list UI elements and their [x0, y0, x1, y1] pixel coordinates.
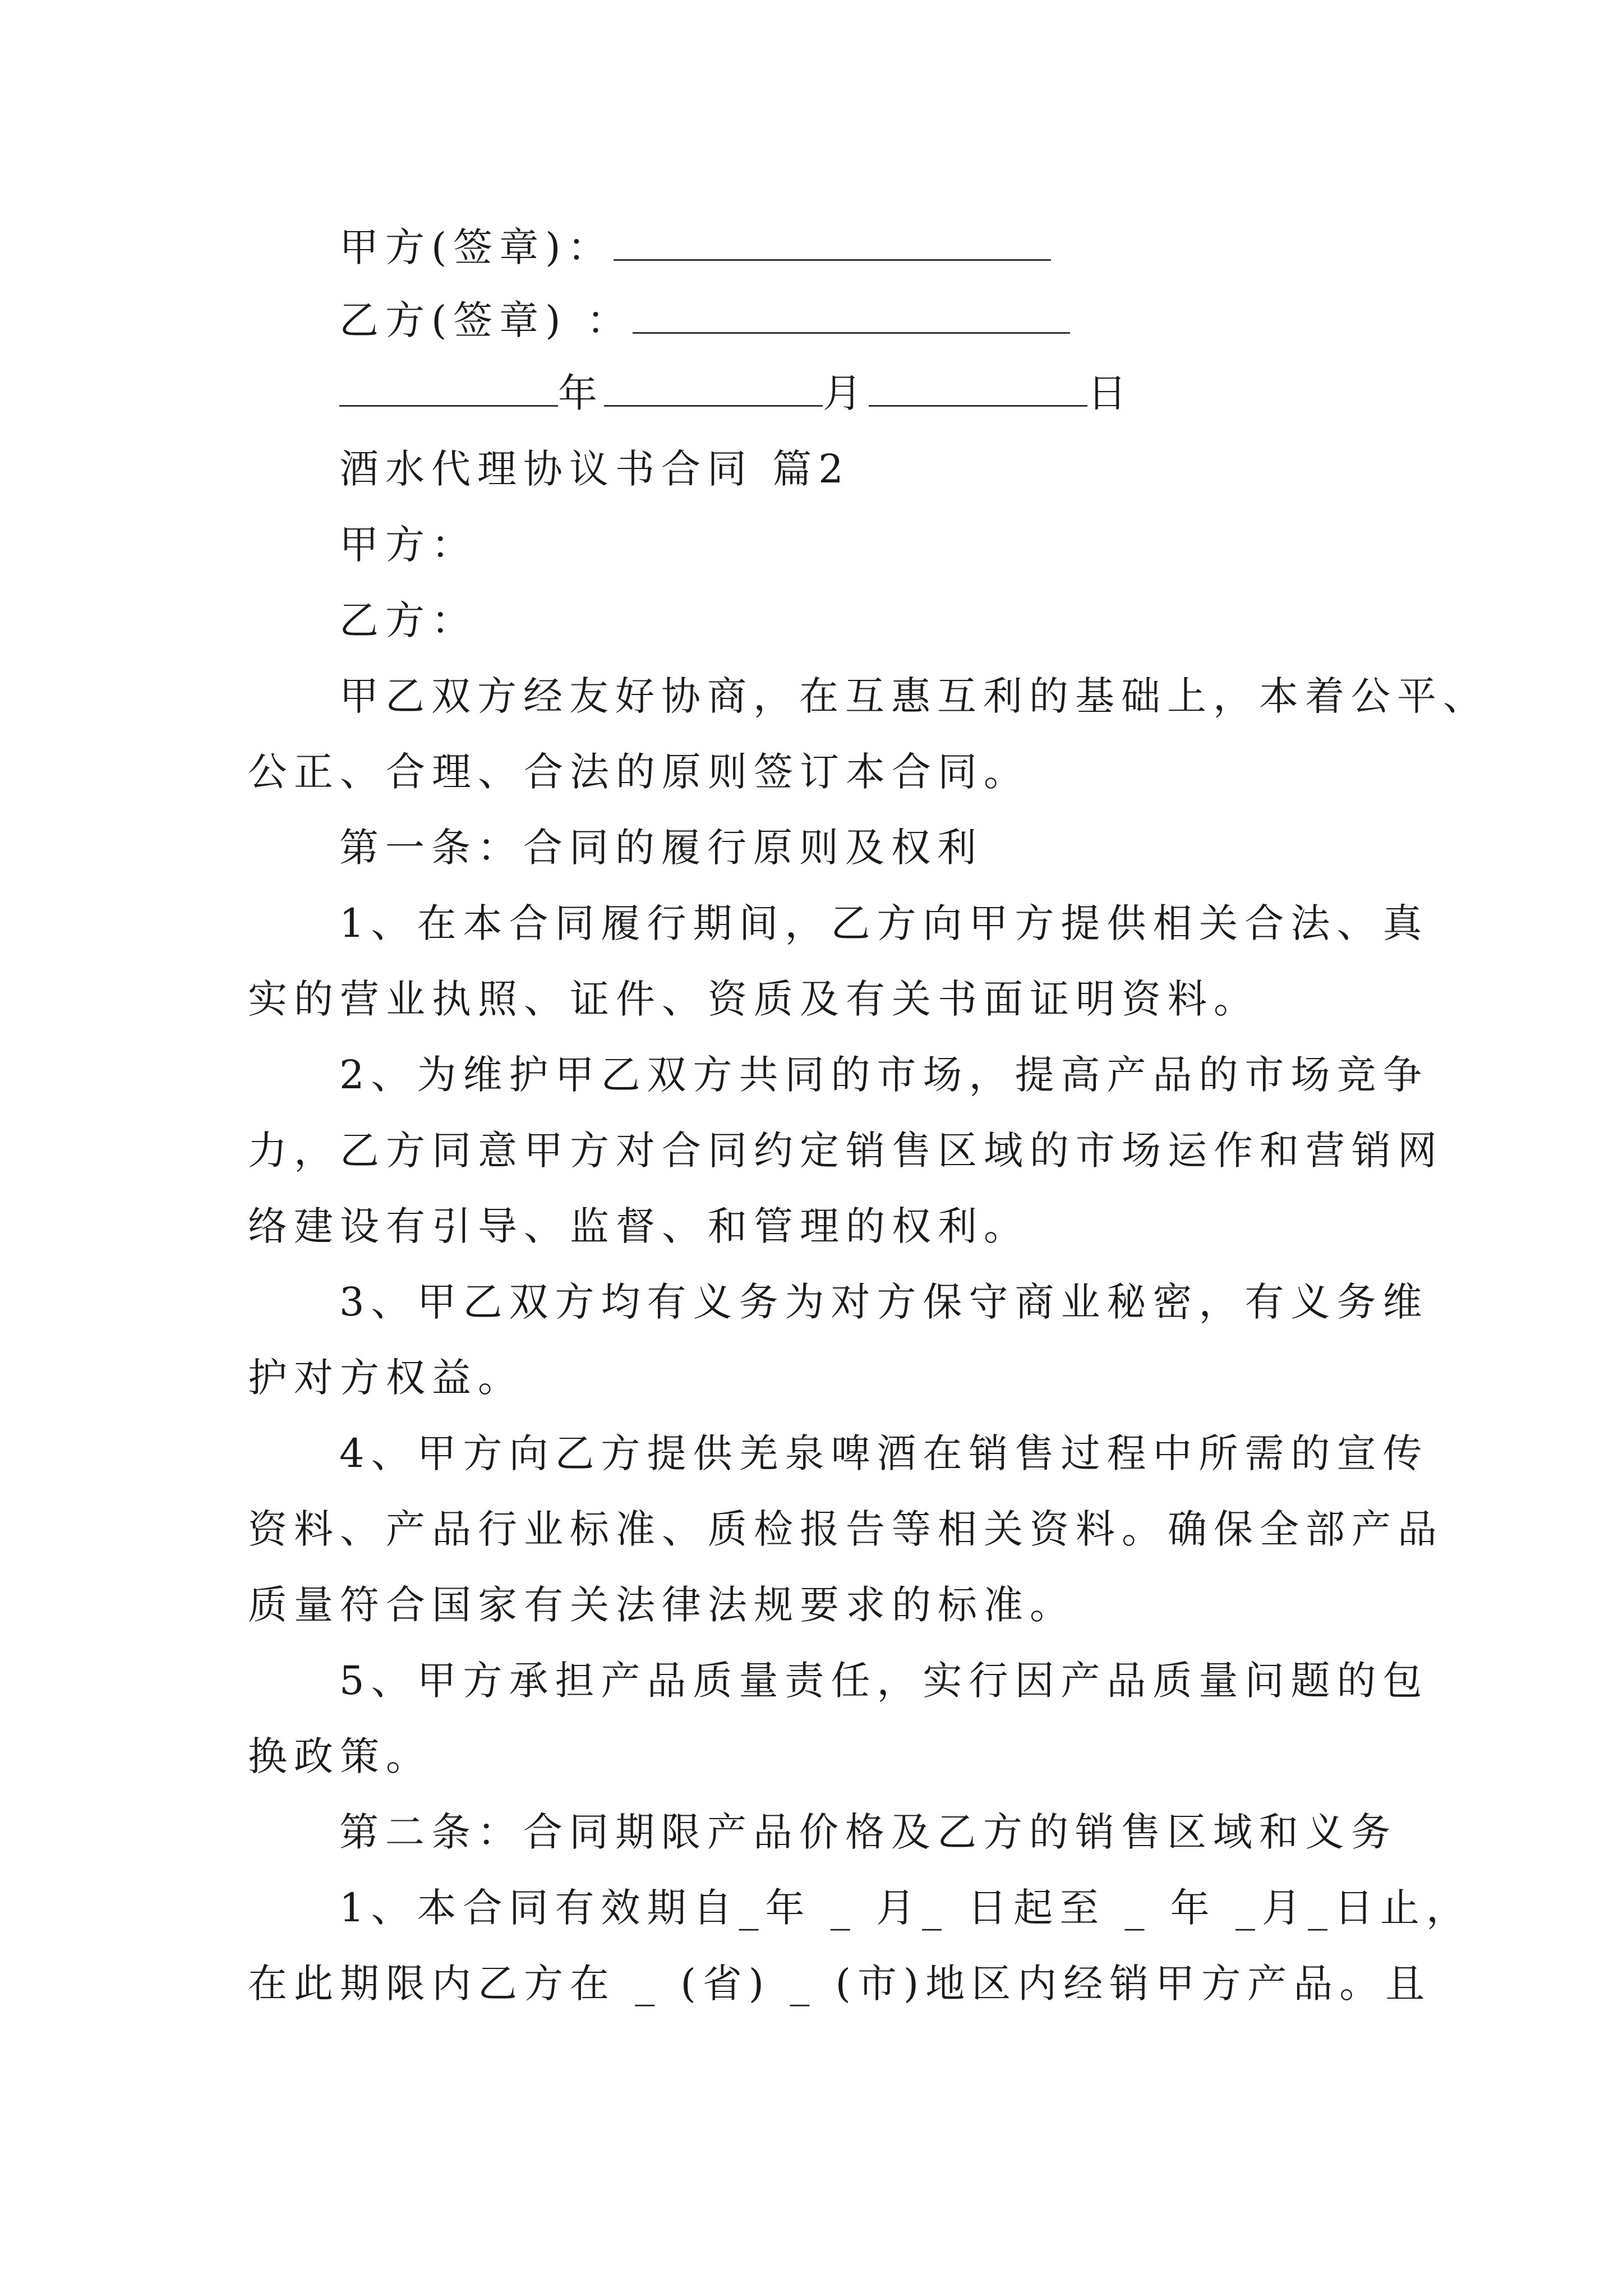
article1-item5-line2: 换政策。 — [248, 1733, 432, 1779]
intro-line-2: 公正、合理、合法的原则签订本合同。 — [248, 749, 1030, 795]
party-a-signature-line — [339, 222, 1051, 273]
party-b-signature-blank — [633, 301, 1070, 334]
article1-item3-line2: 护对方权益。 — [248, 1355, 524, 1401]
article1-item4-line2: 资料、产品行业标准、质检报告等相关资料。确保全部产品 — [248, 1506, 1444, 1552]
month-blank — [604, 374, 823, 407]
party-b-signature-label: 乙方(签章) ： — [339, 297, 633, 343]
party-a-signature-label: 甲方(签章)： — [339, 224, 614, 270]
month-label: 月 — [823, 370, 869, 416]
party-a-signature-blank — [614, 228, 1051, 261]
section-title: 酒水代理协议书合同 篇2 — [339, 446, 850, 492]
article1-heading: 第一条：合同的履行原则及权利 — [339, 825, 983, 871]
article2-item1-line1: 1、本合同有效期自_年 _ 月_ 日起至 _ 年 _月_日止， — [339, 1885, 1473, 1931]
party-b-signature-line — [339, 295, 1070, 346]
year-blank — [339, 374, 558, 407]
article1-item4-line1: 4、甲方向乙方提供羌泉啤酒在销售过程中所需的宣传 — [339, 1430, 1429, 1476]
article1-item1-line2: 实的营业执照、证件、资质及有关书面证明资料。 — [248, 976, 1260, 1022]
year-label: 年 — [558, 370, 604, 416]
article1-item4-line3: 质量符合国家有关法律法规要求的标准。 — [248, 1582, 1076, 1628]
article1-item2-line2: 力，乙方同意甲方对合同约定销售区域的市场运作和营销网 — [248, 1128, 1444, 1174]
article1-item2-line3: 络建设有引导、监督、和管理的权利。 — [248, 1203, 1030, 1249]
article2-item1-line2: 在此期限内乙方在 _ (省) _ (市)地区内经销甲方产品。且 — [248, 1961, 1432, 2007]
article2-heading: 第二条：合同期限产品价格及乙方的销售区域和义务 — [339, 1809, 1397, 1855]
signature-date-line — [339, 367, 1133, 419]
party-a-line: 甲方： — [339, 522, 477, 568]
article1-item5-line1: 5、甲方承担产品质量责任，实行因产品质量问题的包 — [339, 1658, 1429, 1704]
party-b-line: 乙方： — [339, 597, 477, 643]
day-blank — [869, 374, 1087, 407]
article1-item1-line1: 1、在本合同履行期间，乙方向甲方提供相关合法、真 — [339, 900, 1429, 946]
article1-item2-line1: 2、为维护甲乙双方共同的市场，提高产品的市场竞争 — [339, 1052, 1429, 1098]
day-label: 日 — [1087, 370, 1133, 416]
article1-item3-line1: 3、甲乙双方均有义务为对方保守商业秘密，有义务维 — [339, 1279, 1429, 1325]
intro-line-1: 甲乙双方经友好协商，在互惠互利的基础上，本着公平、 — [339, 673, 1489, 719]
